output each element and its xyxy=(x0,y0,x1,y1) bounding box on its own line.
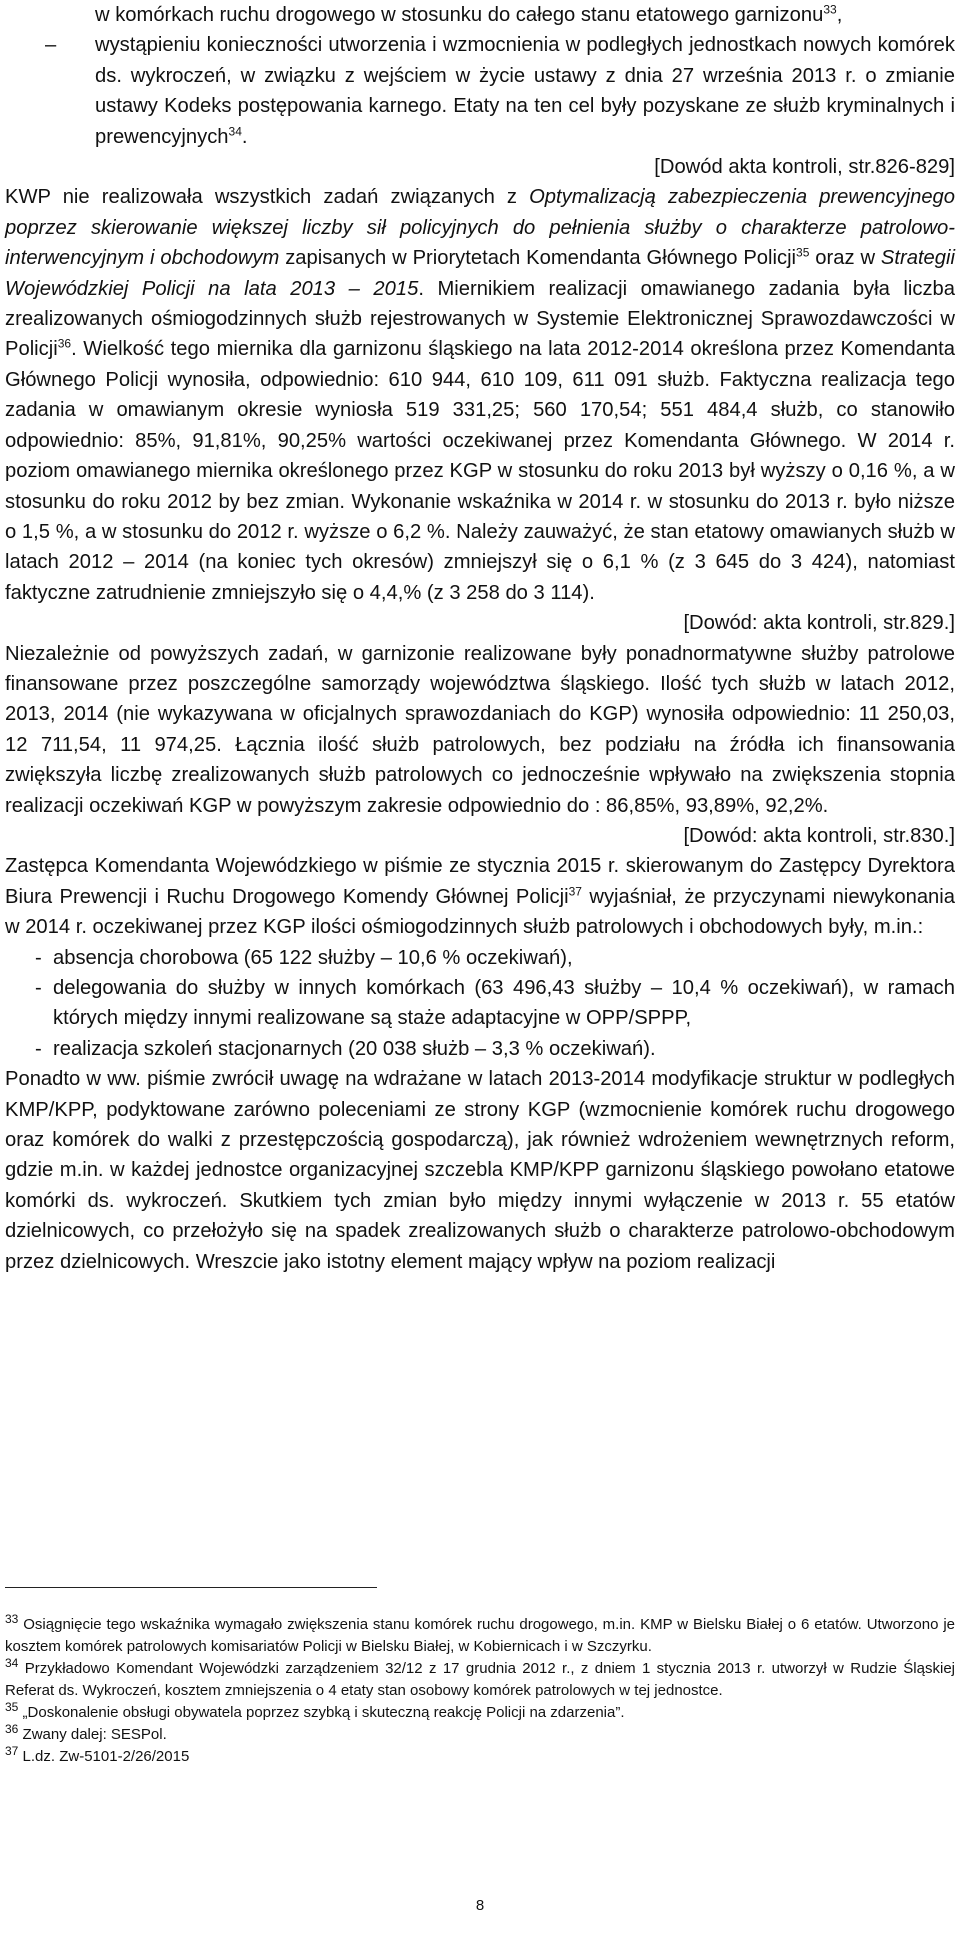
paragraph: Niezależnie od powyższych zadań, w garnizonie realizowane były ponadnormatywne służby patrolowe finansowane przez poszczególne samorządy województwa śląskiego. Ilość tych służb w latach 2012, 2013, 2014 (nie wykazywana w oficjalnych sprawozdaniach do KGP) wynosiła odpowiednio: 11 250,03, 12 711,54, 11 974,25. Łącznia ilość służb patrolowych, bez podziału na źródła ich finansowania zwiększyła liczbę zrealizowanych służb patrolowych co jednocześnie wpływało na zwiększenia stopnia realizacji oczekiwań KGP w powyższym zakresie odpowiednio do : 86,85%, 93,89%, 92,2%. xyxy=(5,642,955,817)
italic-phrase: Optymalizacją zabezpieczenia prewencyjnego poprzez skierowanie większej liczby sił policyjnych do pełnienia służby o charakterze patrolowo-interwencyjnym i obchodowym xyxy=(5,186,956,270)
footnote-ref: 35 xyxy=(796,245,810,260)
footnotes xyxy=(5,1587,955,1768)
list-item: - absencja chorobowa (65 122 służby – 10,6 % oczekiwań), xyxy=(35,946,573,969)
main-text xyxy=(5,0,955,1277)
footnote-ref: 34 xyxy=(228,123,242,138)
paragraph: KWP nie realizowała wszystkich zadań związanych z Optymalizacją zabezpieczenia prewencyjnego poprzez skierowanie większej liczby sił policyjnych do pełnienia służby o charakterze patrolowo-interwencyjnym i obchodowym zapisanych w Priorytetach Komendanta Głównego Policji$^{35}$ oraz w Strategii Wojewódzkiej Policji na lata 2013 – 2015. Miernikiem realizacji omawianego zadania była liczba zrealizowanych ośmiogodzinnych służb rejestrowanych w Systemie Elektronicznej Sprawozdawczości w Policji$^{36}$. Wielkość tego miernika dla garnizonu śląskiego na lata 2012-2014 określona przez Komendanta Głównego Policji wynosiła, odpowiednio: 610 944, 610 109, 611 091 służb. Faktyczna realizacja tego zadania w omawianym okresie wyniosła 519 331,25; 560 170,54; 551 484,4 służb, co stanowiło odpowiednio: 85%, 91,81%, 90,25% wartości oczekiwanej przez Komendanta Głównego. W 2014 r. poziom omawianego miernika określonego przez KGP w stosunku do roku 2013 był wyższy o 0,16 %, a w stosunku do roku 2012 by bez zmian. Wykonanie wskaźnika w 2014 r. w stosunku do 2013 r. było niższe o 1,5 %, a w stosunku do 2012 r. wyższe o 6,2 %. Należy zauważyć, że stan etatowy omawianych służb w latach 2012 – 2014 (na koniec tych okresów) zmniejszył się o 6,1 % (z 3 645 do 3 424), natomiast faktyczne zatrudnienie zmniejszyło się o 4,4,% (z 3 258 do 3 114). xyxy=(5,186,956,604)
footnote: $^{36}$ Zwany dalej: SESPol. xyxy=(5,1722,167,1743)
evidence-reference: [Dowód: akta kontroli, str.829.] xyxy=(683,612,955,635)
list-item: - realizacja szkoleń stacjonarnych (20 038 służb – 3,3 % oczekiwań). xyxy=(35,1037,656,1060)
footnote: $^{33}$ Osiągnięcie tego wskaźnika wymagało zwiększenia stanu komórek ruchu drogowego, m.in. KMP w Bielsku Białej o 6 etatów. Utworzono je kosztem komórek patrolowych komisariatów Policji w Bielsku Białej, w Kobiernicach i w Szczyrku. xyxy=(5,1612,955,1655)
paragraph: Zastępca Komendanta Wojewódzkiego w piśmie ze stycznia 2015 r. skierowanym do Zastępcy Dyrektora Biura Prewencji i Ruchu Drogowego Komendy Głównej Policji$^{37}$ wyjaśniał, że przyczynami niewykonania w 2014 r. oczekiwanej przez KGP ilości ośmiogodzinnych służb patrolowych i obchodowych były, m.in.: xyxy=(5,855,955,939)
evidence-reference: [Dowód akta kontroli, str.826-829] xyxy=(654,156,955,179)
evidence-reference: [Dowód: akta kontroli, str.830.] xyxy=(683,824,955,847)
footnote-ref: 36 xyxy=(57,336,72,351)
dash-bullet: – xyxy=(45,34,57,57)
footnote: $^{35}$ „Doskonalenie obsługi obywatela poprzez szybką i skuteczną reakcję Policji na zdarzenia”. xyxy=(5,1700,625,1721)
footnote-ref: 33 xyxy=(823,2,837,17)
reasons-list xyxy=(5,943,955,1065)
list-item-text: w komórkach ruchu drogowego w stosunku do całego stanu etatowego garnizonu xyxy=(95,4,824,26)
list-item-text: wystąpieniu konieczności utworzenia i wzmocnienia w podległych jednostkach nowych komórek ds. wykroczeń, w związku z wejściem w życie ustawy z dnia 27 września 2013 r. o zmianie ustawy Kodeks postępowania karnego. Etaty na ten cel były pozyskane ze służb kryminalnych i prewencyjnych xyxy=(95,34,955,148)
footnote-ref: 37 xyxy=(568,884,582,899)
list-item: - delegowania do służby w innych komórkach (63 496,43 służby – 10,4 % oczekiwań), w ramach których między innymi realizowane są staże adaptacyjne w OPP/SPPP, xyxy=(35,977,955,1030)
paragraph: Ponadto w ww. piśmie zwrócił uwagę na wdrażane w latach 2013-2014 modyfikacje struktur w podległych KMP/KPP, podyktowane zarówno poleceniami ze strony KGP (wzmocnienie komórek ruchu drogowego oraz komórek do walki z przestępczością gospodarczą), jak również wdrożeniem wewnętrznych reform, gdzie m.in. w każdej jednostce organizacyjnej szczebla KMP/KPP garnizonu śląskiego powołano etatowe komórki ds. wykroczeń. Skutkiem tych zmian było między innymi wyłączenie w 2013 r. 55 etatów dzielnicowych, co przełożyło się na spadek zrealizowanych służb o charakterze patrolowo-obchodowym przez dzielnicowych. Wreszcie jako istotny element mający wpływ na poziom realizacji xyxy=(5,1068,955,1273)
list-item: – wystąpieniu konieczności utworzenia i wzmocnienia w podległych jednostkach nowych komórek ds. wykroczeń, w związku z wejściem w życie ustawy z dnia 27 września 2013 r. o zmianie ustawy Kodeks postępowania karnego. Etaty na ten cel były pozyskane ze służb kryminalnych i prewencyjnych$^{34}$. xyxy=(5,30,955,152)
footnote: $^{37}$ L.dz. Zw-5101-2/26/2015 xyxy=(5,1744,190,1765)
page-number: 8 xyxy=(475,1897,485,1914)
list-item: w komórkach ruchu drogowego w stosunku do całego stanu etatowego garnizonu$^{33}$, xyxy=(95,2,843,26)
footnote-divider xyxy=(5,1587,377,1588)
italic-phrase: Strategii Wojewódzkiej Policji na lata 2013 – 2015 xyxy=(5,247,955,300)
footnote: $^{34}$ Przykładowo Komendant Wojewódzki zarządzeniem 32/12 z 17 grudnia 2012 r., z dniem 1 stycznia 2013 r. utworzył w Rudzie Śląskiej Referat ds. Wykroczeń, kosztem zmniejszenia o 4 etaty stan osobowy komórek patrolowych w tej jednostce. xyxy=(5,1656,955,1699)
